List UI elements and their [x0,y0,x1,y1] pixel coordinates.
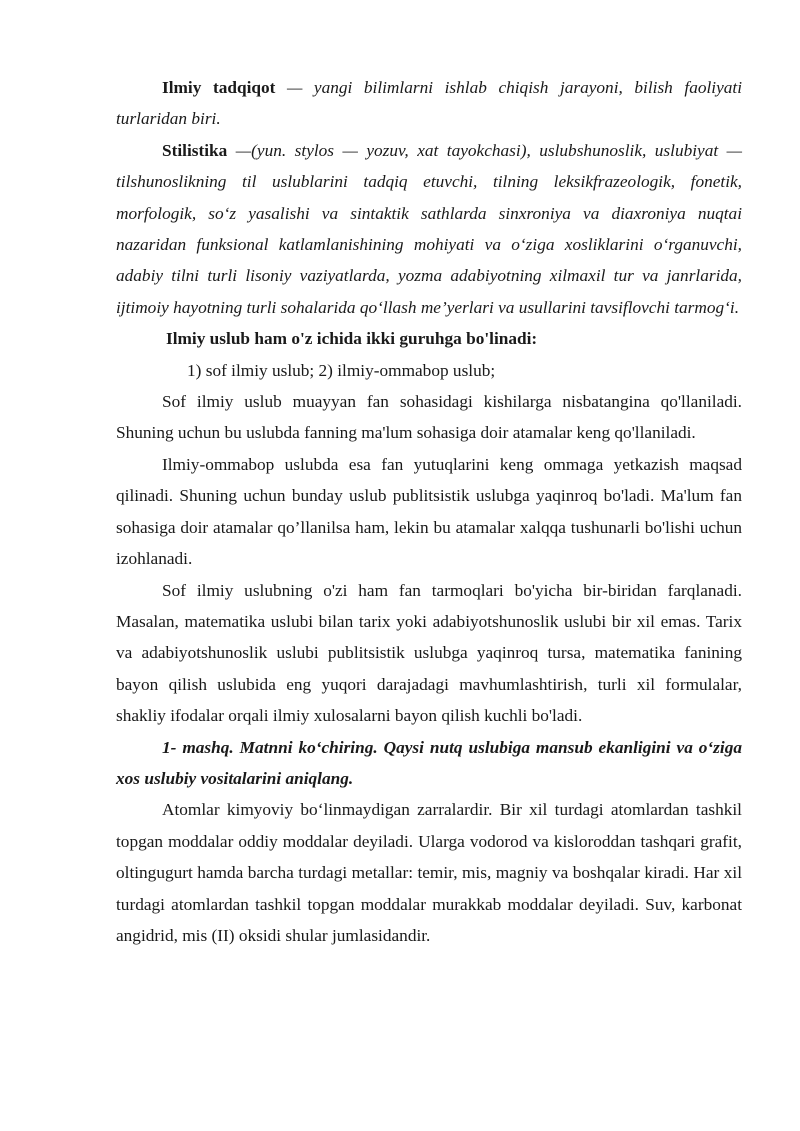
definition-ilmiy-tadqiqot: — yangi bilimlarni ishlab chiqish jarayoni, bilish faoliyati turlaridan biri. [116,78,743,129]
exercise-heading [116,732,742,795]
exercise-instruction: 1- mashq. Matnni ko‘chiring. Qaysi nutq uslubiga mansub ekanligini va o‘ziga xos uslubiy vositalarini aniqlang. [116,737,742,788]
paragraph-stilistika [116,135,742,323]
definition-stilistika: —(yun. stylos — yozuv, xat tayokchasi), uslubshunoslik, uslubiyat — tilshunoslikning til uslublarini tadqiq etuvchi, tilning leksikfrazeologik, fonetik, morfologik, so‘z yasalishi va sintaktik sathlarda sinxroniya va diaxroniya nuqtai nazaridan funksional katlamlanishining mohiyati va o‘ziga xosliklarini o‘rganuvchi, adabiy tilni turli lisoniy vaziyatlarda, yozma adabiyotning xilmaxil tur va janrlarida, ijtimoiy hayotning turli sohalarida qo‘llash me’yerlari va usullarini tavsiflovchi tarmog‘i. [116,140,742,317]
term-ilmiy-tadqiqot: Ilmiy tadqiqot [162,78,276,97]
section-heading-ilmiy-uslub [116,323,742,354]
paragraph-ilmiy-ommabop: Ilmiy-ommabop uslubda esa fan yutuqlarini keng ommaga yetkazish maqsad qilinadi. Shuning uchun bunday uslub publitsistik uslubga yaqinroq bo'ladi. Ma'lum fan sohasiga doir atamalar qo’llanilsa ham, lekin bu atamalar xalqqa tushunarli bo'lishi uchun izohlanadi. [116,454,742,569]
document-page [116,72,742,951]
term-stilistika: Stilistika [162,140,228,160]
paragraph-fan-tarmoqlari: Sof ilmiy uslubning o'zi ham fan tarmoqlari bo'yicha bir-biridan farqlanadi. Masalan, matematika uslubi bilan tarix yoki adabiyotshunoslik uslubi bir xil emas. Tarix va adabiyotshunoslik uslubi publitsistik uslubga yaqinroq tursa, matematika fanining bayon qilish uslubida eng yuqori darajadagi mavhumlashtirish, turli xil formulalar, shakliy ifodalar orqali ilmiy xulosalarni bayon qilish kuchli bo'ladi. [116,580,742,726]
paragraph-sof-ilmiy: Sof ilmiy uslub muayyan fan sohasidagi kishilarga nisbatangina qo'llaniladi. Shuning uchun bu uslubda fanning ma'lum sohasiga doir atamalar keng qo'llaniladi. [116,392,742,443]
paragraph-atomlar: Atomlar kimyoviy bo‘linmaydigan zarralardir. Bir xil turdagi atomlardan tashkil topgan moddalar oddiy moddalar deyiladi. Ularga vodorod va kisloroddan tashqari grafit, oltingugurt hamda barcha turdagi metallar: temir, mis, magniy va boshqalar kiradi. Har xil turdagi atomlardan tashkil topgan moddalar murakkab moddalar deyiladi. Suv, karbonat angidrid, mis (II) oksidi shular jumlasidandir. [116,800,742,945]
section-heading-text: Ilmiy uslub ham o'z ichida ikki guruhga bo'linadi: [166,329,538,349]
list-uslub-types: 1) sof ilmiy uslub; 2) ilmiy-ommabop uslub; [187,360,496,380]
paragraph-ilmiy-tadqiqot [116,72,742,135]
